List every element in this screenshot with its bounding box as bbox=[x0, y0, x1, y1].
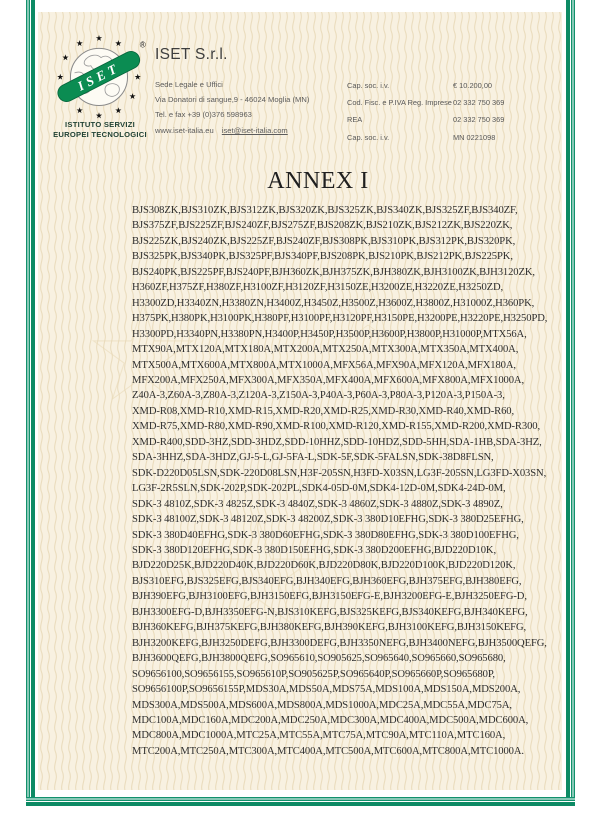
code-line: BJD220D25K,BJD220D40K,BJD220D60K,BJD220D80K,BJD220D100K,BJD220D120K, bbox=[132, 560, 516, 572]
registry-value: 02 332 750 369 bbox=[453, 115, 505, 125]
code-line: SO9656100P,SO9656155P,MDS30A,MDS50A,MDS75A,MDS100A,MDS150A,MDS200A, bbox=[132, 684, 521, 696]
registry-label: REA bbox=[347, 115, 363, 125]
address-line-web bbox=[155, 123, 309, 138]
code-line: MDS300A,MDS500A,MDS600A,MDS800A,MDS1000A,MDC25A,MDC55A,MDC75A, bbox=[132, 699, 512, 711]
code-line: SDK-3 380D120EFHG,SDK-3 380D150EFHG,SDK-3 380D200EFHG,BJD220D10K, bbox=[132, 544, 497, 556]
registered-trademark-icon: ® bbox=[139, 40, 146, 50]
logo-caption-line1: ISTITUTO SERVIZI bbox=[65, 120, 135, 129]
annex-title: ANNEX I bbox=[267, 168, 369, 194]
code-line: H375PK,H380PK,H3100PK,H380PF,H3100PF,H3120PF,H3150PE,H3200PE,H3220PE,H3250PD, bbox=[132, 313, 548, 325]
code-line: H360ZF,H375ZF,H380ZF,H3100ZF,H3120ZF,H3150ZE,H3200ZE,H3220ZE,H3250ZD, bbox=[132, 282, 504, 294]
code-line: SDK-3 4810Z,SDK-3 4825Z,SDK-3 4840Z,SDK-3 4860Z,SDK-3 4880Z,SDK-3 4890Z, bbox=[132, 498, 503, 510]
registry-row bbox=[347, 129, 557, 146]
code-line: MTX90A,MTX120A,MTX180A,MTX200A,MTX250A,MTX300A,MTX350A,MTX400A, bbox=[132, 344, 519, 356]
address-line-phone: Tel. e fax +39 (0)376 598963 bbox=[155, 110, 252, 120]
code-line: XMD-R08,XMD-R10,XMD-R15,XMD-R20,XMD-R25,XMD-R30,XMD-R40,XMD-R60, bbox=[132, 405, 515, 417]
code-line: BJH3200KEFG,BJH3250DEFG,BJH3300DEFG,BJH3350NEFG,BJH3400NEFG,BJH3500QEFG, bbox=[132, 637, 547, 649]
registry-value: 02 332 750 369 bbox=[453, 98, 505, 108]
company-name: ISET S.r.l. bbox=[155, 46, 228, 63]
company-address-block bbox=[155, 77, 309, 138]
registry-label: Cap. soc. i.v. bbox=[347, 81, 390, 90]
code-line: BJH3300EFG-D,BJH3350EFG-N,BJS310KEFG,BJS325KEFG,BJS340KEFG,BJH340KEFG, bbox=[132, 606, 528, 618]
logo-banner-text: ISET bbox=[75, 59, 123, 94]
registry-value: € 10.200,00 bbox=[453, 81, 493, 90]
code-line: BJS375ZF,BJS225ZF,BJS240ZF,BJS275ZF,BJS208ZK,BJS210ZK,BJS212ZK,BJS220ZK, bbox=[132, 220, 513, 232]
address-line-offices: Sede Legale e Uffici bbox=[155, 80, 223, 89]
code-line: H3300PD,H3340PN,H3380PN,H3400P,H3450P,H3500P,H3600P,H3800P,H31000P,MTX56A, bbox=[132, 328, 527, 340]
code-line: XMD-R400,SDD-3HZ,SDD-3HDZ,SDD-10HHZ,SDD-10HDZ,SDD-5HH,SDA-1HB,SDA-3HZ, bbox=[132, 436, 542, 448]
address-line-street: Via Donatori di sangue,9 - 46024 Moglia (MN) bbox=[155, 95, 310, 105]
code-line: MDC800A,MDC1000A,MTC25A,MTC55A,MTC75A,MTC90A,MTC110A,MTC160A, bbox=[132, 730, 506, 742]
frame-right-border bbox=[566, 0, 575, 806]
code-line: BJS325PK,BJS340PK,BJS325PF,BJS340PF,BJS208PK,BJS210PK,BJS212PK,BJS225PK, bbox=[132, 251, 513, 263]
code-line: BJH390EFG,BJH3100EFG,BJH3150EFG,BJH3150EFG-E,BJH3200EFG-E,BJH3250EFG-D, bbox=[132, 591, 527, 603]
globe-stars-icon bbox=[46, 34, 152, 124]
website-text: www.iset-italia.eu bbox=[155, 125, 214, 135]
registry-row bbox=[347, 77, 557, 94]
registry-row bbox=[347, 94, 557, 111]
code-line: BJH3600QEFG,BJH3800QEFG,SO965610,SO905625,SO965640,SO965660,SO965680, bbox=[132, 653, 506, 665]
code-line: MFX200A,MFX250A,MFX300A,MFX350A,MFX400A,MFX600A,MFX800A,MFX1000A, bbox=[132, 374, 525, 386]
code-line: Z40A-3,Z60A-3,Z80A-3,Z120A-3,Z150A-3,P40A-3,P60A-3,P80A-3,P120A-3,P150A-3, bbox=[132, 390, 505, 402]
iset-globe-logo bbox=[46, 34, 152, 124]
code-line: MTX500A,MTX600A,MTX800A,MTX1000A,MFX56A,MFX90A,MFX120A,MFX180A, bbox=[132, 359, 516, 371]
code-line: BJS225ZK,BJS240ZK,BJS225ZF,BJS240ZF,BJS308PK,BJS310PK,BJS312PK,BJS320PK, bbox=[132, 235, 516, 247]
code-line: BJS240PK,BJS225PF,BJS240PF,BJH360ZK,BJH375ZK,BJH380ZK,BJH3100ZK,BJH3120ZK, bbox=[132, 266, 535, 278]
code-line: MTC200A,MTC250A,MTC300A,MTC400A,MTC500A,MTC600A,MTC800A,MTC1000A. bbox=[132, 745, 524, 757]
code-line: MDC100A,MDC160A,MDC200A,MDC250A,MDC300A,MDC400A,MDC500A,MDC600A, bbox=[132, 714, 529, 726]
registry-row bbox=[347, 111, 557, 128]
code-line: LG3F-2R5SLN,SDK-202P,SDK-202PL,SDK4-05D-0M,SDK4-12D-0M,SDK4-24D-0M, bbox=[132, 483, 506, 495]
code-line: SDK-3 48100Z,SDK-3 48120Z,SDK-3 48200Z,SDK-3 380D10EFHG,SDK-3 380D25EFHG, bbox=[132, 514, 524, 526]
code-line: BJS308ZK,BJS310ZK,BJS312ZK,BJS320ZK,BJS325ZK,BJS340ZK,BJS325ZF,BJS340ZF, bbox=[132, 205, 518, 216]
registry-value: MN 0221098 bbox=[453, 132, 496, 142]
registry-label: Cap. soc. i.v. bbox=[347, 132, 390, 142]
code-line: SDA-3HHZ,SDA-3HDZ,GJ-5-L,GJ-5FA-L,SDK-5F,SDK-5FALSN,SDK-38D8FLSN, bbox=[132, 452, 494, 464]
code-line: SDK-3 380D40EFHG,SDK-3 380D60EFHG,SDK-3 380D80EFHG,SDK-3 380D100EFHG, bbox=[132, 529, 519, 541]
frame-bottom-border bbox=[26, 797, 575, 806]
annex-code-list bbox=[132, 203, 548, 759]
logo-caption bbox=[28, 120, 172, 139]
code-line: H3300ZD,H3340ZN,H3380ZN,H3400Z,H3450Z,H3500Z,H3600Z,H3800Z,H31000Z,H360PK, bbox=[132, 297, 535, 309]
registry-label: Cod. Fisc. e P.IVA Reg. Imprese bbox=[347, 98, 452, 108]
code-line: XMD-R75,XMD-R80,XMD-R90,XMD-R100,XMD-R120,XMD-R155,XMD-R200,XMD-R300, bbox=[132, 421, 541, 433]
logo-caption-line2: EUROPEI TECNOLOGICI bbox=[53, 129, 147, 139]
code-line: BJS310EFG,BJS325EFG,BJS340EFG,BJH340EFG,BJH360EFG,BJH375EFG,BJH380EFG, bbox=[132, 575, 522, 587]
email-link[interactable]: iset@iset-italia.com bbox=[221, 125, 288, 135]
code-line: BJH360KEFG,BJH375KEFG,BJH380KEFG,BJH390KEFG,BJH3100KEFG,BJH3150KEFG, bbox=[132, 622, 527, 634]
code-line: SDK-D220D05LSN,SDK-220D08LSN,H3F-205SN,H3FD-X03SN,LG3F-205SN,LG3FD-X03SN, bbox=[132, 467, 547, 479]
company-registry-block bbox=[347, 77, 557, 146]
code-line: SO9656100,SO9656155,SO965610P,SO905625P,SO965640P,SO965660P,SO965680P, bbox=[132, 668, 495, 680]
